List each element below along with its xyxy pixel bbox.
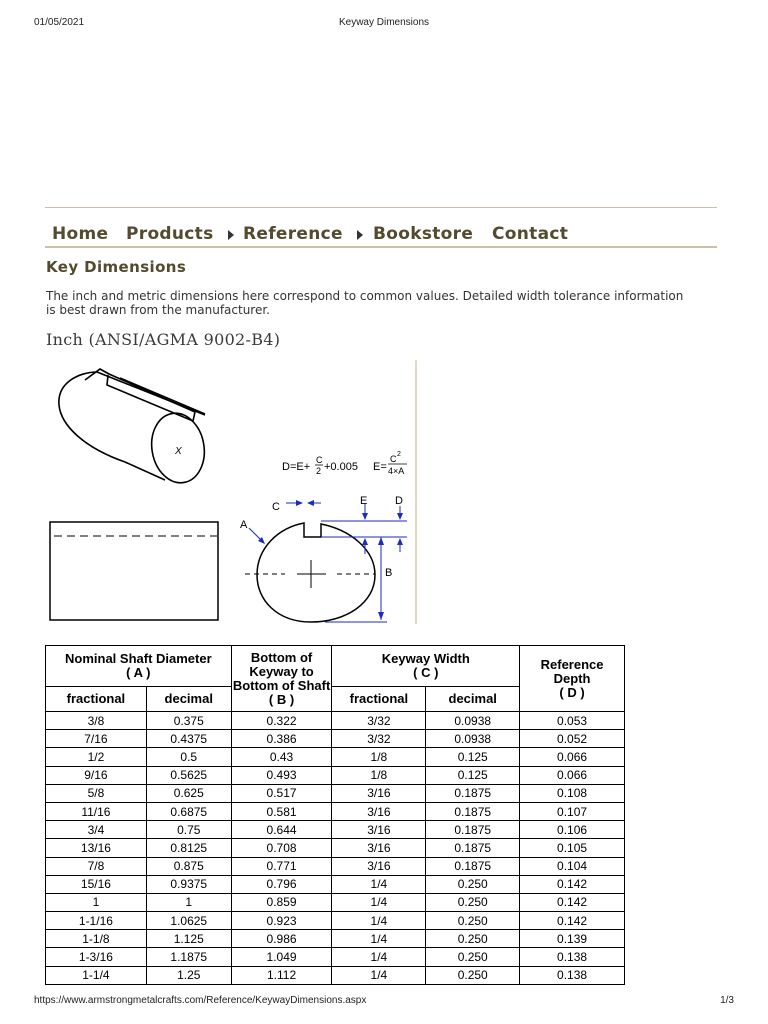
table-cell: 0.6875 bbox=[146, 802, 231, 820]
print-date: 01/05/2021 bbox=[34, 17, 85, 28]
table-cell: 0.250 bbox=[426, 966, 520, 984]
table-cell: 1-3/16 bbox=[46, 948, 147, 966]
table-cell: 0.517 bbox=[231, 784, 332, 802]
table-cell: 0.053 bbox=[520, 712, 625, 730]
table-cell: 0.107 bbox=[520, 802, 625, 820]
nav-products-arrow-icon[interactable] bbox=[228, 230, 234, 240]
table-cell: 1-1/16 bbox=[46, 912, 147, 930]
table-cell: 0.8125 bbox=[146, 839, 231, 857]
table-cell: 1/4 bbox=[332, 893, 426, 911]
table-cell: 1 bbox=[46, 893, 147, 911]
table-cell: 0.5 bbox=[146, 748, 231, 766]
table-cell: 1.112 bbox=[231, 966, 332, 984]
label-e: E bbox=[360, 495, 368, 507]
page-url: https://www.armstrongmetalcrafts.com/Reference/KeywayDimensions.aspx bbox=[34, 995, 367, 1006]
table-header-row bbox=[46, 646, 625, 687]
table-cell: 1.1875 bbox=[146, 948, 231, 966]
table-cell: 5/8 bbox=[46, 784, 147, 802]
table-cell: 3/16 bbox=[332, 802, 426, 820]
table-cell: 0.1875 bbox=[426, 857, 520, 875]
table-cell: 0.1875 bbox=[426, 784, 520, 802]
inch-standard-title: Inch (ANSI/AGMA 9002-B4) bbox=[46, 330, 281, 349]
header-reference-depth: Reference Depth ( D ) bbox=[520, 646, 625, 712]
table-cell: 0.375 bbox=[146, 712, 231, 730]
table-cell: 9/16 bbox=[46, 766, 147, 784]
header-keyway-width: Keyway Width ( C ) bbox=[332, 646, 520, 687]
table-cell: 1/2 bbox=[46, 748, 147, 766]
table-cell: 0.142 bbox=[520, 875, 625, 893]
table-cell: 1/4 bbox=[332, 875, 426, 893]
table-row bbox=[46, 712, 625, 730]
table-cell: 13/16 bbox=[46, 839, 147, 857]
table-row bbox=[46, 966, 625, 984]
table-cell: 0.1875 bbox=[426, 821, 520, 839]
table-cell: 0.796 bbox=[231, 875, 332, 893]
table-cell: 0.250 bbox=[426, 875, 520, 893]
table-row bbox=[46, 857, 625, 875]
nav-reference-arrow-icon[interactable] bbox=[357, 230, 363, 240]
table-cell: 0.581 bbox=[231, 802, 332, 820]
label-b: B bbox=[385, 567, 393, 579]
table-cell: 0.066 bbox=[520, 766, 625, 784]
table-cell: 1.125 bbox=[146, 930, 231, 948]
header-bottom-of-keyway: Bottom of Keyway to Bottom of Shaft ( B ) bbox=[231, 646, 332, 712]
table-cell: 0.104 bbox=[520, 857, 625, 875]
keyway-diagram bbox=[45, 360, 417, 624]
table-row bbox=[46, 912, 625, 930]
table-cell: 0.859 bbox=[231, 893, 332, 911]
table-body bbox=[46, 712, 625, 985]
main-nav bbox=[45, 207, 717, 248]
intro-text: The inch and metric dimensions here correspond to common values. Detailed width tolerance information is best drawn from the manufacturer. bbox=[46, 289, 684, 317]
dimension-lines bbox=[249, 503, 407, 622]
label-c: C bbox=[272, 501, 280, 513]
table-row bbox=[46, 839, 625, 857]
svg-text:C: C bbox=[390, 454, 397, 464]
table-cell: 1-1/4 bbox=[46, 966, 147, 984]
table-cell: 0.138 bbox=[520, 966, 625, 984]
table-cell: 0.708 bbox=[231, 839, 332, 857]
header-fractional-width: fractional bbox=[332, 687, 426, 712]
section-title: Key Dimensions bbox=[46, 258, 187, 276]
header-fractional: fractional bbox=[46, 687, 147, 712]
table-cell: 1/8 bbox=[332, 748, 426, 766]
table-cell: 0.066 bbox=[520, 748, 625, 766]
print-title: Keyway Dimensions bbox=[338, 17, 430, 28]
table-cell: 1/8 bbox=[332, 766, 426, 784]
table-row bbox=[46, 784, 625, 802]
table-cell: 0.105 bbox=[520, 839, 625, 857]
table-cell: 0.0938 bbox=[426, 730, 520, 748]
table-cell: 0.4375 bbox=[146, 730, 231, 748]
table-cell: 0.142 bbox=[520, 912, 625, 930]
table-cell: 0.052 bbox=[520, 730, 625, 748]
key-dimensions-table bbox=[45, 645, 625, 985]
depth-formula bbox=[282, 451, 407, 476]
table-cell: 3/16 bbox=[332, 839, 426, 857]
table-row bbox=[46, 930, 625, 948]
shaft-sketch bbox=[59, 369, 210, 487]
table-cell: 0.923 bbox=[231, 912, 332, 930]
table-cell: 3/16 bbox=[332, 784, 426, 802]
table-cell: 1/4 bbox=[332, 948, 426, 966]
table-cell: 0.0938 bbox=[426, 712, 520, 730]
shaft-cross-section bbox=[245, 523, 375, 622]
table-cell: 1.25 bbox=[146, 966, 231, 984]
table-cell: 0.1875 bbox=[426, 839, 520, 857]
table-cell: 0.986 bbox=[231, 930, 332, 948]
table-cell: 0.9375 bbox=[146, 875, 231, 893]
table-row bbox=[46, 748, 625, 766]
table-cell: 3/32 bbox=[332, 712, 426, 730]
table-cell: 0.625 bbox=[146, 784, 231, 802]
table-cell: 0.138 bbox=[520, 948, 625, 966]
table-cell: 1-1/8 bbox=[46, 930, 147, 948]
page-number: 1/3 bbox=[720, 995, 734, 1006]
svg-text:+0.005: +0.005 bbox=[324, 461, 358, 473]
table-cell: 0.250 bbox=[426, 948, 520, 966]
nav-contact[interactable]: Contact bbox=[492, 224, 569, 244]
table-row bbox=[46, 730, 625, 748]
table-cell: 0.250 bbox=[426, 893, 520, 911]
svg-text:2: 2 bbox=[316, 466, 322, 476]
table-cell: 0.1875 bbox=[426, 802, 520, 820]
table-cell: 1/4 bbox=[332, 912, 426, 930]
nav-bookstore[interactable]: Bookstore bbox=[373, 224, 474, 244]
table-cell: 7/16 bbox=[46, 730, 147, 748]
table-cell: 11/16 bbox=[46, 802, 147, 820]
table-cell: 7/8 bbox=[46, 857, 147, 875]
table-cell: 0.875 bbox=[146, 857, 231, 875]
table-cell: 3/16 bbox=[332, 821, 426, 839]
svg-text:D=E+: D=E+ bbox=[282, 461, 311, 473]
table-cell: 0.771 bbox=[231, 857, 332, 875]
table-cell: 3/4 bbox=[46, 821, 147, 839]
header-decimal-width: decimal bbox=[426, 687, 520, 712]
header-decimal: decimal bbox=[146, 687, 231, 712]
label-a: A bbox=[240, 519, 248, 531]
header-nominal-diameter: Nominal Shaft Diameter ( A ) bbox=[46, 646, 232, 687]
table-cell: 0.644 bbox=[231, 821, 332, 839]
table-cell: 0.43 bbox=[231, 748, 332, 766]
table-cell: 0.125 bbox=[426, 748, 520, 766]
nav-products[interactable]: Products bbox=[126, 224, 214, 244]
table-cell: 0.322 bbox=[231, 712, 332, 730]
table-cell: 0.108 bbox=[520, 784, 625, 802]
table-cell: 0.75 bbox=[146, 821, 231, 839]
table-row bbox=[46, 948, 625, 966]
svg-text:C: C bbox=[316, 455, 323, 465]
table-cell: 0.106 bbox=[520, 821, 625, 839]
table-row bbox=[46, 821, 625, 839]
table-cell: 0.250 bbox=[426, 912, 520, 930]
table-cell: 3/32 bbox=[332, 730, 426, 748]
table-cell: 0.125 bbox=[426, 766, 520, 784]
table-cell: 1/4 bbox=[332, 966, 426, 984]
table-cell: 3/16 bbox=[332, 857, 426, 875]
table-cell: 1 bbox=[146, 893, 231, 911]
table-cell: 1/4 bbox=[332, 930, 426, 948]
table-cell: 0.493 bbox=[231, 766, 332, 784]
table-cell: 0.250 bbox=[426, 930, 520, 948]
table-row bbox=[46, 875, 625, 893]
svg-text:4×A: 4×A bbox=[388, 466, 405, 476]
nav-reference[interactable]: Reference bbox=[243, 224, 343, 244]
table-cell: 0.142 bbox=[520, 893, 625, 911]
table-row bbox=[46, 766, 625, 784]
table-cell: 0.386 bbox=[231, 730, 332, 748]
table-cell: 0.139 bbox=[520, 930, 625, 948]
table-cell: 1.049 bbox=[231, 948, 332, 966]
nav-home[interactable]: Home bbox=[52, 224, 109, 244]
svg-text:E=: E= bbox=[373, 461, 387, 473]
shaft-label-x: X bbox=[175, 446, 182, 457]
label-d: D bbox=[395, 495, 403, 507]
table-cell: 0.5625 bbox=[146, 766, 231, 784]
table-cell: 15/16 bbox=[46, 875, 147, 893]
table-row bbox=[46, 802, 625, 820]
shaft-side-view bbox=[50, 522, 218, 620]
table-cell: 3/8 bbox=[46, 712, 147, 730]
table-cell: 1.0625 bbox=[146, 912, 231, 930]
svg-text:2: 2 bbox=[397, 451, 401, 458]
table-row bbox=[46, 893, 625, 911]
